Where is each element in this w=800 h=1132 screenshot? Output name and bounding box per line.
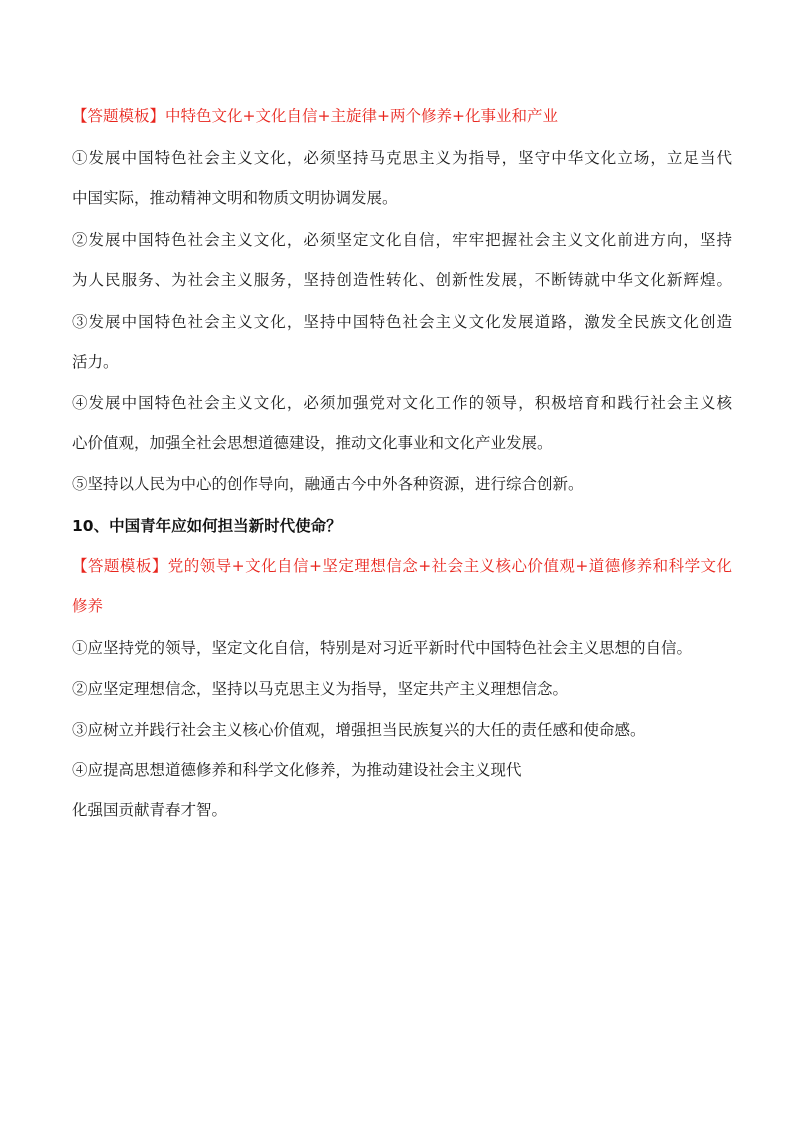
template-text: 党的领导+文化自信+坚定理想信念+社会主义核心价值观+道德修养和科学文化 [167, 557, 732, 575]
template-text: 中特色文化+文化自信+主旋律+两个修养+化事业和产业 [165, 107, 558, 125]
section1-point-2-line-1: ②发展中国特色社会主义文化，必须坚定文化自信，牢牢把握社会主义文化前进方向，坚持 [72, 231, 732, 249]
section1-point-2-line-2: 为人民服务、为社会主义服务，坚持创造性转化、创新性发展，不断铸就中华文化新辉煌。 [72, 271, 732, 289]
section2-point-4-line-2: 化强国贡献青春才智。 [72, 801, 228, 819]
section1-point-3-line-2: 活力。 [72, 353, 119, 371]
section2-template-heading [72, 556, 732, 576]
section1-point-5-line-1: ⑤坚持以人民为中心的创作导向，融通古今中外各种资源，进行综合创新。 [72, 475, 584, 493]
section2-point-3: ③应树立并践行社会主义核心价值观，增强担当民族复兴的大任的责任感和使命感。 [72, 721, 646, 739]
section2-question-heading: 10、中国青年应如何担当新时代使命？ [72, 517, 342, 535]
template-label: 【答题模板】 [72, 107, 166, 125]
section1-point-1-line-1: ①发展中国特色社会主义文化，必须坚持马克思主义为指导，坚守中华文化立场，立足当代 [72, 149, 732, 167]
section1-point-4-line-1: ④发展中国特色社会主义文化，必须加强党对文化工作的领导，积极培育和践行社会主义核 [72, 394, 732, 412]
section2-point-4-line-1: ④应提高思想道德修养和科学文化修养，为推动建设社会主义现代 [72, 761, 522, 779]
section2-point-2: ②应坚定理想信念，坚持以马克思主义为指导，坚定共产主义理想信念。 [72, 680, 569, 698]
template-label: 【答题模板】 [72, 557, 168, 575]
section1-point-3-line-1: ③发展中国特色社会主义文化，坚持中国特色社会主义文化发展道路，激发全民族文化创造 [72, 313, 732, 331]
section1-point-4-line-2: 心价值观，加强全社会思想道德建设，推动文化事业和文化产业发展。 [72, 434, 553, 452]
section2-template-heading-line-2: 修养 [72, 597, 104, 615]
section1-template-heading [72, 106, 732, 126]
section2-point-1: ①应坚持党的领导，坚定文化自信，特别是对习近平新时代中国特色社会主义思想的自信。 [72, 639, 693, 657]
section1-point-1-line-2: 中国实际，推动精神文明和物质文明协调发展。 [72, 189, 398, 207]
